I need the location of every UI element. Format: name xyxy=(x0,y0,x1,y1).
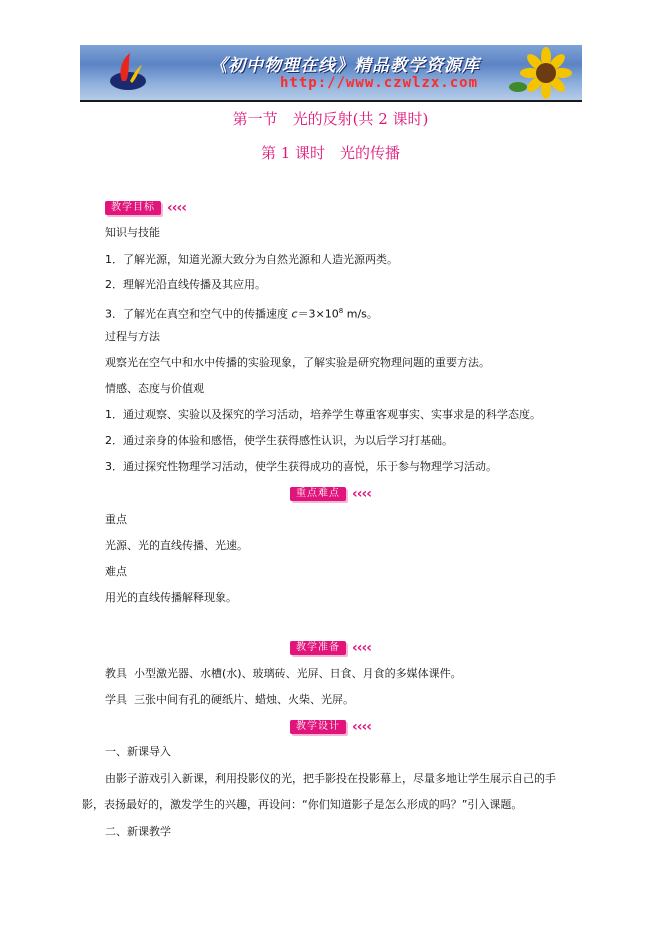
section-tag-design xyxy=(290,720,371,734)
process-title: 过程与方法 xyxy=(105,330,160,343)
goal-k1: 1．了解光源，知道光源大致分为自然光源和人造光源两类。 xyxy=(105,253,398,266)
prep-teacher-label: 教具 xyxy=(105,667,127,680)
intro-title: 一、新课导入 xyxy=(105,745,171,758)
intro-line-1: 由影子游戏引入新课，利用投影仪的光，把手影投在投影幕上，尽量多地让学生展示自己的手 xyxy=(105,772,556,785)
goal-e2: 2．通过亲身的体验和感悟，使学生获得感性认识，为以后学习打基础。 xyxy=(105,434,453,447)
teach-title: 二、新课教学 xyxy=(105,825,171,838)
knowledge-title: 知识与技能 xyxy=(105,226,160,239)
focus-text: 光源、光的直线传播、光速。 xyxy=(105,539,248,552)
banner-url: http://www.czwlzx.com xyxy=(280,75,479,91)
intro-line-2: 影，表扬最好的，激发学生的兴趣，再设问：“你们知道影子是怎么形成的吗？”引入课题。 xyxy=(82,798,523,811)
goal-k3-text: 3．了解光在真空和空气中的传播速度 xyxy=(105,307,288,321)
chevron-left-icon: ‹‹‹‹ xyxy=(352,486,372,502)
prep-student-text: 三张中间有孔的硬纸片、蜡烛、火柴、光屏。 xyxy=(134,693,354,706)
prep-student-label: 学具 xyxy=(105,693,127,706)
prep-teacher-text: 小型激光器、水槽(水)、玻璃砖、光屏、日食、月食的多媒体课件。 xyxy=(134,667,462,680)
prep-student xyxy=(105,692,354,708)
focus-title: 重点 xyxy=(105,513,127,526)
section-tag-label: 教学目标 xyxy=(105,201,161,215)
section-tag-key xyxy=(290,487,371,501)
goal-k2: 2．理解光沿直线传播及其应用。 xyxy=(105,278,266,291)
goal-p1: 观察光在空气中和水中传播的实验现象，了解实验是研究物理问题的重要方法。 xyxy=(105,356,490,369)
goal-e3: 3．通过探究性物理学习活动，使学生获得成功的喜悦，乐于参与物理学习活动。 xyxy=(105,460,497,473)
prep-teacher xyxy=(105,666,462,682)
header-banner xyxy=(80,45,582,100)
sunflower-icon xyxy=(506,47,576,99)
section-tag-label: 重点难点 xyxy=(290,487,346,501)
banner-divider xyxy=(80,100,582,102)
formula-exp: 8 xyxy=(338,307,344,315)
goal-k3 xyxy=(105,303,378,323)
goal-e1: 1．通过观察、实验以及探究的学习活动，培养学生尊重客观事实、实事求是的科学态度。 xyxy=(105,408,541,421)
section-tag-prep xyxy=(290,641,371,655)
difficulty-title: 难点 xyxy=(105,565,127,578)
formula-unit: m/s。 xyxy=(343,307,378,321)
lesson-heading: 第 1 课时 光的传播 xyxy=(260,144,401,162)
section-heading: 第一节 光的反射(共 2 课时) xyxy=(232,110,429,128)
section-tag-label: 教学设计 xyxy=(290,720,346,734)
chevron-left-icon: ‹‹‹‹ xyxy=(352,719,372,735)
chevron-left-icon: ‹‹‹‹ xyxy=(167,200,187,216)
formula-c: c xyxy=(291,307,298,321)
difficulty-text: 用光的直线传播解释现象。 xyxy=(105,591,237,604)
chevron-left-icon: ‹‹‹‹ xyxy=(352,640,372,656)
emotion-title: 情感、态度与价值观 xyxy=(105,382,204,395)
logo-icon xyxy=(108,51,148,93)
formula-mid: ＝3×10 xyxy=(297,307,339,321)
section-tag-label: 教学准备 xyxy=(290,641,346,655)
section-tag-goals xyxy=(105,201,186,215)
banner-title: 《初中物理在线》精品教学资源库 xyxy=(210,56,480,76)
